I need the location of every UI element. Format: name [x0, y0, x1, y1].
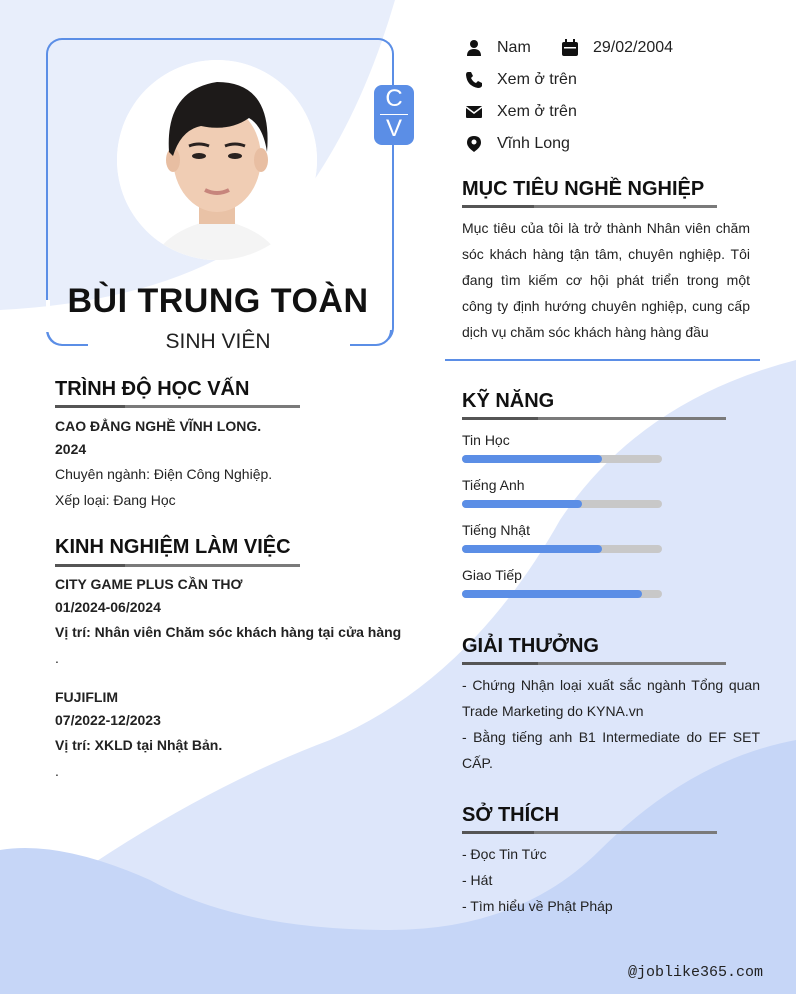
envelope-icon: [465, 103, 483, 121]
major: Chuyên ngành: Điện Công Nghiệp.: [55, 466, 273, 482]
job-note: .: [55, 650, 59, 666]
job-position: Vị trí: Nhân viên Chăm sóc khách hàng tại cửa hàng: [55, 624, 402, 640]
skill-bar-fill: [462, 590, 642, 598]
hobbies-heading: SỞ THÍCH: [462, 804, 560, 826]
email-value: Xem ở trên: [497, 103, 577, 120]
award-item: - Chứng Nhận loại xuất sắc ngành Tổng quan Trade Marketing do KYNA.vn: [462, 677, 760, 719]
job-company: FUJIFLIM: [55, 689, 118, 705]
job-position: Vị trí: XKLD tại Nhật Bản.: [55, 737, 223, 753]
job-title: SINH VIÊN: [165, 330, 271, 353]
location-pin-icon: [465, 135, 483, 153]
awards-heading: GIẢI THƯỞNG: [462, 635, 599, 657]
school-name: CAO ĐẲNG NGHỀ VĨNH LONG.: [55, 418, 262, 434]
skill-bar-fill: [462, 545, 602, 553]
job-company: CITY GAME PLUS CẦN THƠ: [55, 576, 243, 592]
avatar-illustration: [117, 60, 317, 260]
skill-bar-fill: [462, 455, 602, 463]
skill-bar: [462, 590, 662, 598]
skills-underline: [462, 417, 726, 420]
skill-bar: [462, 455, 662, 463]
job-period: 01/2024-06/2024: [55, 599, 161, 615]
phone-icon: [465, 71, 483, 89]
address-value: Vĩnh Long: [497, 135, 570, 152]
skill-bar: [462, 500, 662, 508]
rank: Xếp loại: Đang Học: [55, 492, 176, 508]
cv-badge-bottom: V: [385, 115, 402, 142]
footer-watermark: @joblike365.com: [627, 964, 763, 981]
hobbies-underline: [462, 831, 717, 834]
awards-underline: [462, 662, 726, 665]
profile-photo: [117, 60, 317, 260]
skill-label: Tin Học: [462, 432, 510, 448]
cv-badge-top: C: [385, 85, 403, 112]
job-note: .: [55, 763, 59, 779]
skill-bar-fill: [462, 500, 582, 508]
full-name: BÙI TRUNG TOÀN: [67, 282, 369, 320]
birthday-value: 29/02/2004: [593, 39, 674, 56]
education-heading: TRÌNH ĐỘ HỌC VẤN: [55, 378, 250, 400]
objective-underline: [462, 205, 717, 208]
calendar-icon: [561, 39, 579, 57]
skill-label: Giao Tiếp: [462, 567, 522, 583]
skill-bar: [462, 545, 662, 553]
job-period: 07/2022-12/2023: [55, 712, 161, 728]
hobby-item: - Tìm hiểu về Phật Pháp: [462, 898, 613, 914]
gender-value: Nam: [497, 39, 531, 56]
skill-label: Tiếng Nhật: [462, 522, 530, 538]
award-item: - Bằng tiếng anh B1 Intermediate do EF SET CẤP.: [462, 729, 760, 771]
experience-heading: KINH NGHIỆM LÀM VIỆC: [55, 536, 291, 558]
education-underline: [55, 405, 300, 408]
skill-label: Tiếng Anh: [462, 477, 525, 493]
cv-badge: [374, 85, 414, 145]
hobby-item: - Đọc Tin Tức: [462, 846, 547, 862]
person-icon: [465, 39, 483, 57]
experience-underline: [55, 564, 300, 567]
objective-text: Mục tiêu của tôi là trở thành Nhân viên chăm sóc khách hàng tận tâm, chuyên nghiệp. Tôi đang tìm kiếm cơ hội phát triển trong một công ty định hướng chuyên nghiệp, cung cấp dịch vụ chăm sóc khách hàng hàng đầu: [462, 220, 750, 340]
objective-heading: MỤC TIÊU NGHỀ NGHIỆP: [462, 178, 705, 200]
section-divider: [445, 359, 760, 361]
school-year: 2024: [55, 441, 87, 457]
hobby-item: - Hát: [462, 872, 493, 888]
phone-value: Xem ở trên: [497, 71, 577, 88]
skills-heading: KỸ NĂNG: [462, 390, 555, 412]
